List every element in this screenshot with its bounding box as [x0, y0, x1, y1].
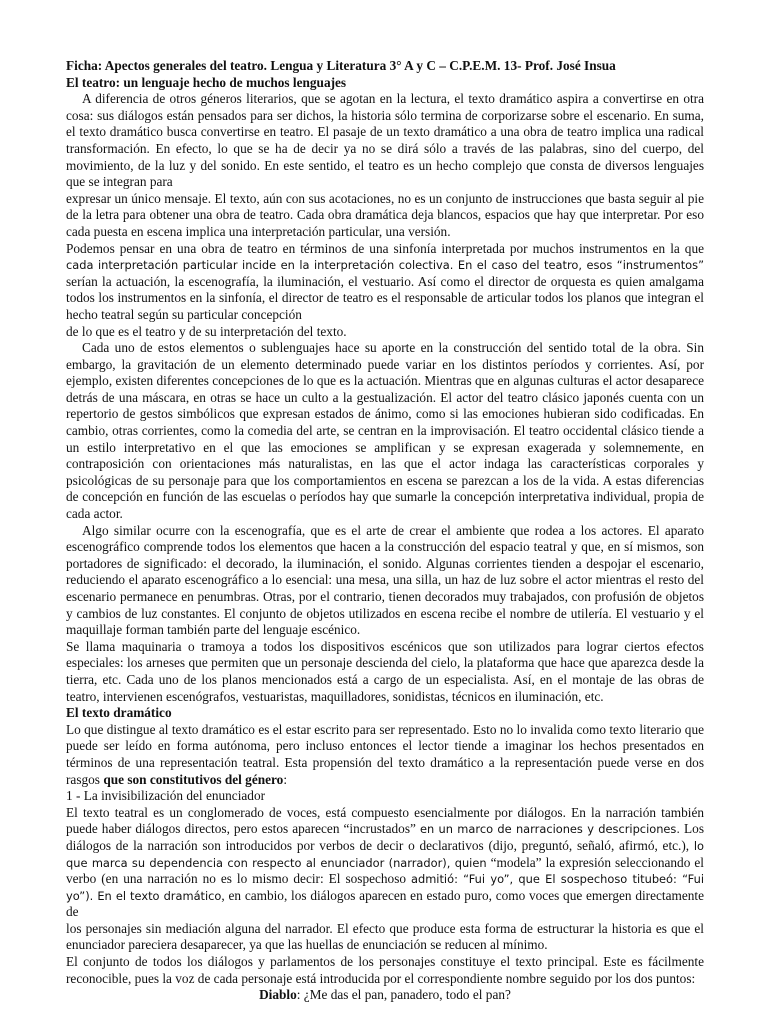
paragraph-8-text: Lo que distingue al texto dramático es el estar escrito para ser representado. Esto no lo invalida como texto literario que puede ser leído en forma autónoma, pero incluso entonces el lector tiende a imaginar los hechos presentados en términos de una representación teatral. Esta propensión del texto dramático a la representación puede verse en dos rasgos	[66, 721, 704, 787]
paragraph-9-f: admitió: “Fui yo”, que El sospechoso titubeó: “Fui yo”). En el texto dramático	[66, 872, 704, 903]
dialogue-example	[66, 987, 704, 1004]
paragraph-11: El conjunto de todos los diálogos y parlamentos de los personajes constituye el texto principal. Este es fácilmente reconocible, pues la voz de cada personaje está introducida por el correspondiente nombre seguido por los dos puntos:	[66, 954, 704, 986]
paragraph-8-bold: que son constitutivos del género	[103, 771, 284, 787]
paragraph-2: expresar un único mensaje. El texto, aún con sus acotaciones, no es un conjunto de instrucciones que basta seguir al pie de la letra para obtener una obra de teatro. Cada obra dramática deja blancos, espacios que hay que interpretar. Por eso cada puesta en escena implica una interpretación particular, una versión.	[66, 190, 704, 239]
dialogue-line: : ¿Me das el pan, panadero, todo el pan?	[296, 987, 511, 1003]
section-title-teatro: El teatro: un lenguaje hecho de muchos lenguajes	[66, 74, 347, 90]
paragraph-9-c: Los diálogos de la narración son introducidos por verbos de decir o declarativos (dijo, preguntó, señaló, afirmó, etc.),	[66, 821, 704, 853]
paragraph-9	[66, 805, 704, 921]
paragraph-1: A diferencia de otros géneros literarios, que se agotan en la lectura, el texto dramático aspira a convertirse en otra cosa: sus diálogos están pensados para ser dichos, la historia sólo termina de corporizarse sobre el escenario. En suma, el texto dramático busca convertirse en teatro. El pasaje de un texto dramático a una obra de teatro implica una radical transformación. En efecto, lo que se ha de decir ya no se dirá sólo a través de las palabras, sino del cuerpo, del movimiento, de la luz y del sonido. En este sentido, el teatro es un hecho complejo que consta de diversos lenguajes que se integran para	[66, 91, 704, 190]
paragraph-8	[66, 722, 704, 788]
paragraph-8-colon: :	[283, 771, 288, 787]
worksheet-title: Ficha: Apectos generales del teatro. Lengua y Literatura 3° A y C – C.P.E.M. 13- Prof. José Insua	[66, 58, 616, 73]
paragraph-9-a: El texto teatral es un conglomerado de voces, está compuesto esencialmente por diálogos. En la narración también puede haber diálogos directos, pero estos aparecen “incrustados”	[66, 804, 704, 837]
paragraph-3-start: Podemos pensar en una obra de teatro en términos de una sinfonía interpretada por muchos instrumentos en la que	[66, 240, 704, 256]
paragraph-3-mono: cada interpretación particular incide en la interpretación colectiva. En el caso del teatro, esos “instrumentos”	[66, 258, 704, 273]
paragraph-6: Algo similar ocurre con la escenografía, que es el arte de crear el ambiente que rodea a los actores. El aparato escenográfico comprende todos los elementos que hacen a la construcción del espacio teatral y que, en sí mismos, son portadores de significado: el decorado, la iluminación, el sonido. Algunas corrientes tienden a despojar el escenario, reduciendo el aparato escenográfico a lo esencial: una mesa, una silla, un haz de luz sobre el actor mientras el resto del escenario permanece en penumbras. Otras, por el contrario, tienen decorados muy trabajados, con profusión de objetos y cambios de luz constantes. El conjunto de objetos utilizados en escena recibe el nombre de utilería. El vestuario y el maquillaje forman también parte del lenguaje escénico.	[66, 522, 704, 638]
paragraph-10: los personajes sin mediación alguna del narrador. El efecto que produce esta forma de estructurar la historia es que el enunciador pareciera desaparecer, ya que las huellas de enunciación se reducen al mínimo.	[66, 920, 704, 953]
list-item-1: 1 - La invisibilización del enunciador	[66, 788, 266, 804]
paragraph-9-d: lo que marca su dependencia con respecto al enunciador (narrador), quien	[66, 838, 704, 870]
paragraph-9-g: , en cambio, los diálogos aparecen en estado puro, como voces que emergen directamente de	[66, 887, 704, 920]
paragraph-4: de lo que es el teatro y de su interpretación del texto.	[66, 323, 347, 339]
paragraph-3	[66, 241, 704, 324]
paragraph-9-e: “modela” la expresión seleccionando el verbo (en una narración no es lo mismo decir: El sospechoso	[66, 854, 704, 887]
paragraph-3-end: serían la actuación, la escenografía, la iluminación, el vestuario. Así como el director de orquesta es quien amalgama todos los instrumentos en la sinfonía, el director de teatro es el responsable de articular todos los planos que integran el hecho teatral según su particular concepción	[66, 273, 704, 322]
paragraph-9-b: en un marco de narraciones y descripciones.	[419, 822, 680, 837]
dialogue-speaker: Diablo	[259, 987, 297, 1003]
document-page	[66, 58, 704, 1004]
paragraph-5: Cada uno de estos elementos o sublenguajes hace su aporte en la construcción del sentido total de la obra. Sin embargo, la gravitación de un elemento determinado puede variar en los distintos períodos y corrientes. Así, por ejemplo, existen diferentes concepciones de lo que es la actuación. Mientras que en algunas culturas el actor desaparece detrás de una máscara, en otras se hace un culto a la gestualización. El actor del teatro clásico japonés cuenta con un repertorio de gestos simbólicos que expresan estados de ánimo, como si las emociones hubieran sido codificadas. En cambio, otras corrientes, como la comedia del arte, se centran en la improvisación. El teatro occidental clásico tiende a un estilo interpretativo en el que las emociones se amplifican y se expresan exagerada y solemnemente, en contraposición con orientaciones más naturalistas, en las que el actor indaga las características corporales y psicológicas de su personaje para que los comportamientos en escena se parezcan a los de la vida. A estas diferencias de concepción en función de las escuelas o períodos hay que sumarle la concepción interpretativa individual, propia de cada actor.	[66, 340, 704, 522]
paragraph-7: Se llama maquinaria o tramoya a todos los dispositivos escénicos que son utilizados para lograr ciertos efectos especiales: los arneses que permiten que un personaje descienda del cielo, la plataforma que hace que aparezca desde la tierra, etc. Cada uno de los planos mencionados está a cargo de un especialista. Así, en el montaje de las obras de teatro, intervienen escenógrafos, vestuaristas, maquilladores, sonidistas, técnicos en iluminación, etc.	[66, 638, 704, 704]
section-title-texto-dramatico: El texto dramático	[66, 705, 172, 721]
